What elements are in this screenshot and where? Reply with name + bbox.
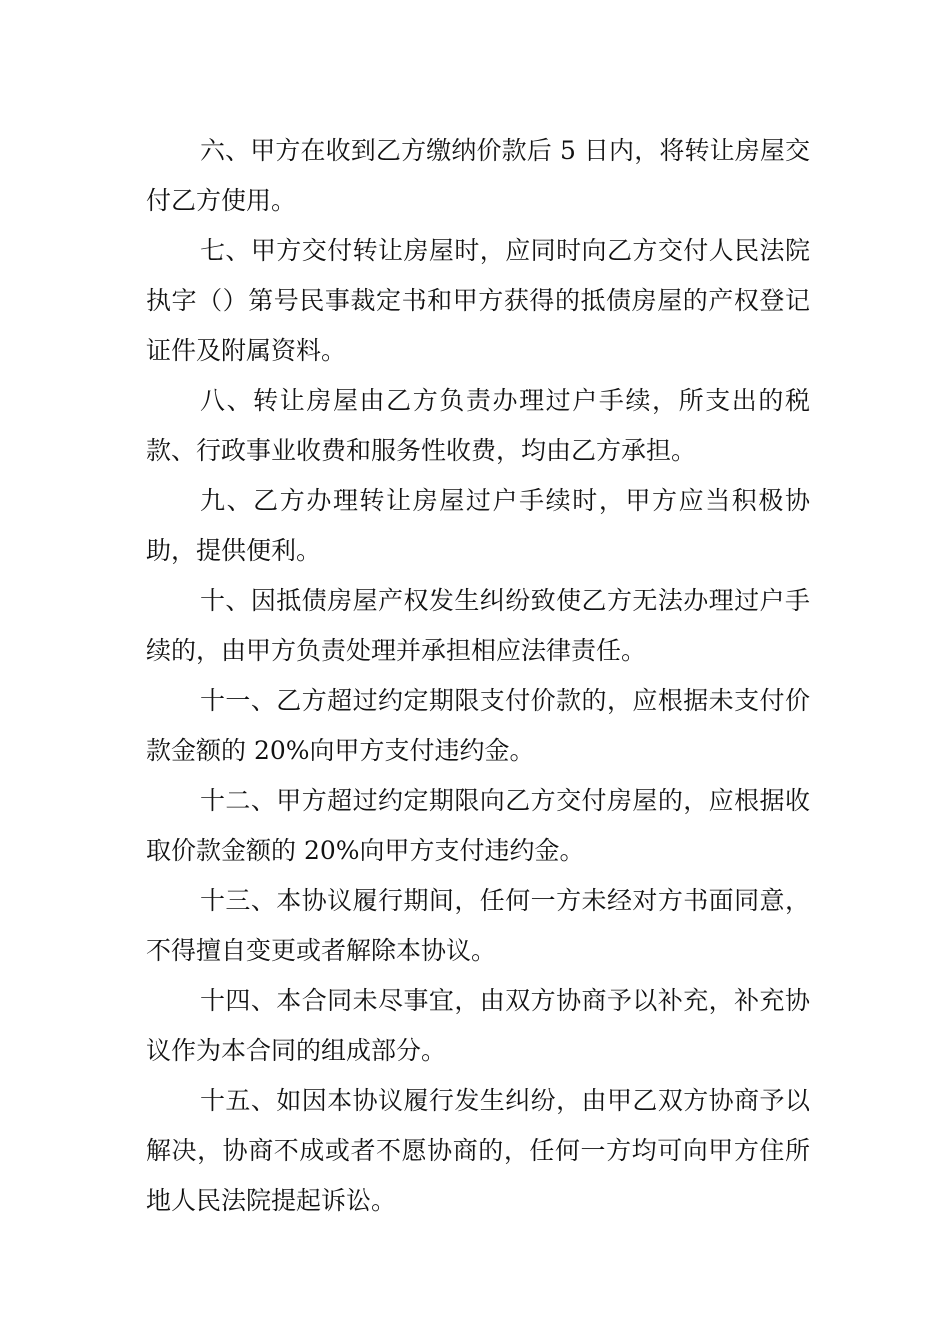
- clause-12: 十二、甲方超过约定期限向乙方交付房屋的，应根据收取价款金额的 20%向甲方支付违约金。: [146, 786, 810, 865]
- document-body: [146, 126, 810, 1226]
- clause-9: 九、乙方办理转让房屋过户手续时，甲方应当积极协助，提供便利。: [146, 486, 810, 565]
- clause-6: 六、甲方在收到乙方缴纳价款后 5 日内，将转让房屋交付乙方使用。: [146, 136, 810, 215]
- clause-8: 八、转让房屋由乙方负责办理过户手续，所支出的税款、行政事业收费和服务性收费，均由乙方承担。: [146, 386, 810, 465]
- clause-14: 十四、本合同未尽事宜，由双方协商予以补充，补充协议作为本合同的组成部分。: [146, 986, 810, 1065]
- clause-7: 七、甲方交付转让房屋时，应同时向乙方交付人民法院执字（）第号民事裁定书和甲方获得的抵债房屋的产权登记证件及附属资料。: [146, 236, 810, 365]
- clause-13: 十三、本协议履行期间，任何一方未经对方书面同意，不得擅自变更或者解除本协议。: [146, 886, 810, 965]
- clause-10: 十、因抵债房屋产权发生纠纷致使乙方无法办理过户手续的，由甲方负责处理并承担相应法律责任。: [146, 586, 810, 665]
- clause-11: 十一、乙方超过约定期限支付价款的，应根据未支付价款金额的 20%向甲方支付违约金。: [146, 686, 810, 765]
- clause-15: 十五、如因本协议履行发生纠纷，由甲乙双方协商予以解决，协商不成或者不愿协商的，任何一方均可向甲方住所地人民法院提起诉讼。: [146, 1086, 810, 1215]
